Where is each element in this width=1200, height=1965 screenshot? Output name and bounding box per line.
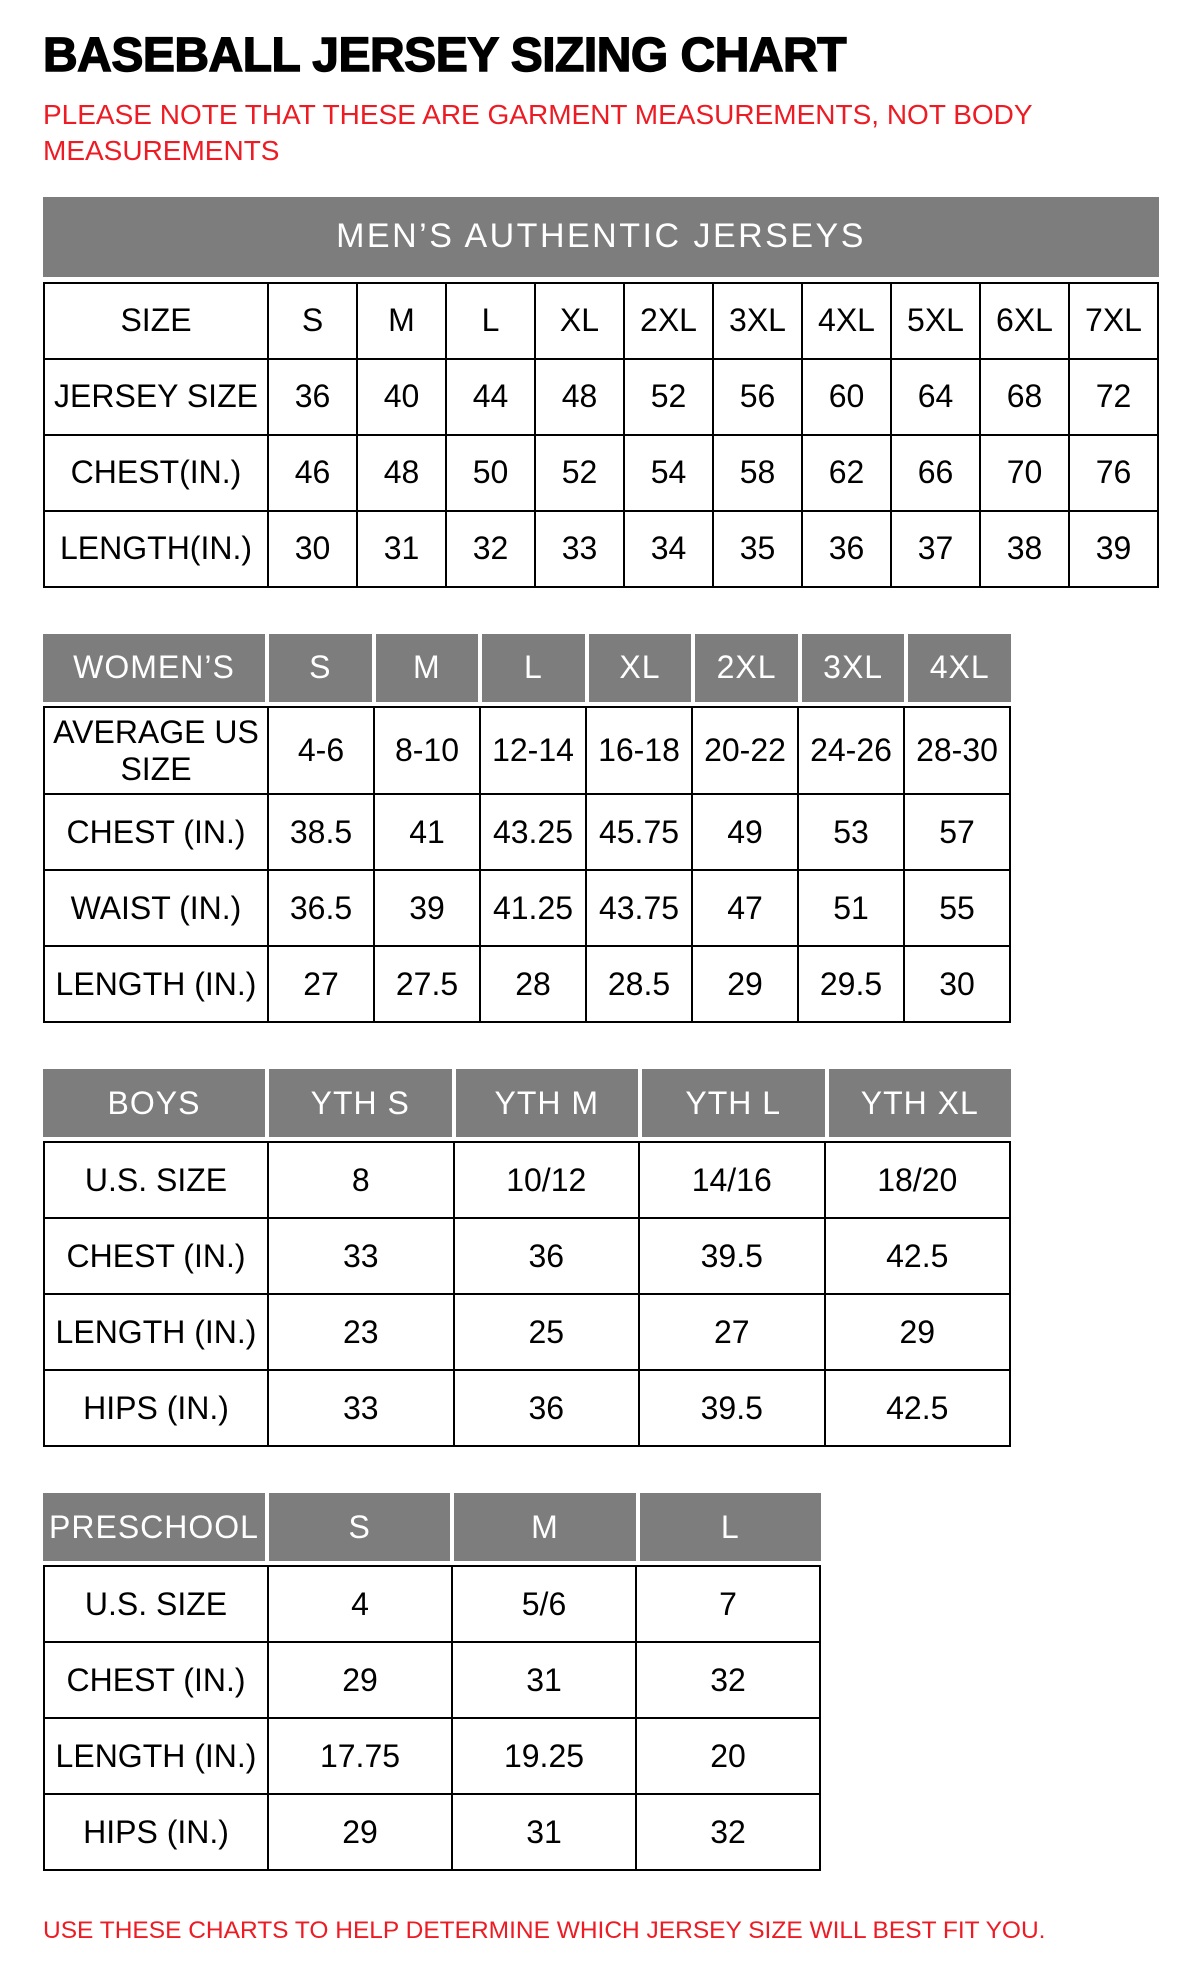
mens-cell-value: M xyxy=(358,284,445,358)
preschool-cell-value: 19.25 xyxy=(453,1719,635,1793)
boys-cell-value: 8 xyxy=(269,1143,453,1217)
preschool-cell-value: 31 xyxy=(453,1795,635,1869)
mens-cell-value: 46 xyxy=(269,436,356,510)
womens-cell-value: 4-6 xyxy=(269,708,373,794)
mens-cell-value: 31 xyxy=(358,512,445,586)
preschool-row-label: HIPS (IN.) xyxy=(45,1795,267,1869)
mens-cell-value: 44 xyxy=(447,360,534,434)
boys-cell-value: 33 xyxy=(269,1219,453,1293)
boys-header-col: YTH M xyxy=(456,1069,639,1137)
mens-row-label: CHEST(IN.) xyxy=(45,436,267,510)
preschool-cell-value: 32 xyxy=(637,1643,819,1717)
womens-cell-value: 43.25 xyxy=(481,795,585,869)
mens-cell-value: 56 xyxy=(714,360,801,434)
mens-cell-value: 48 xyxy=(536,360,623,434)
womens-cell-value: 43.75 xyxy=(587,871,691,945)
mens-cell-value: 52 xyxy=(536,436,623,510)
womens-cell-value: 28-30 xyxy=(905,708,1009,794)
womens-row-label: AVERAGE US SIZE xyxy=(45,708,267,794)
mens-cell-value: 40 xyxy=(358,360,445,434)
preschool-table-body xyxy=(43,1565,821,1871)
mens-cell-value: 48 xyxy=(358,436,445,510)
mens-cell-value: 35 xyxy=(714,512,801,586)
womens-header-label: WOMEN’S xyxy=(43,634,265,702)
boys-table-header xyxy=(43,1069,1011,1137)
mens-row-label: LENGTH(IN.) xyxy=(45,512,267,586)
mens-cell-value: 39 xyxy=(1070,512,1157,586)
womens-cell-value: 29 xyxy=(693,947,797,1021)
mens-cell-value: XL xyxy=(536,284,623,358)
preschool-sizing-table xyxy=(43,1493,821,1871)
boys-cell-value: 39.5 xyxy=(640,1371,824,1445)
preschool-cell-value: 29 xyxy=(269,1795,451,1869)
boys-cell-value: 33 xyxy=(269,1371,453,1445)
mens-cell-value: 62 xyxy=(803,436,890,510)
womens-header-col: S xyxy=(269,634,372,702)
boys-cell-value: 23 xyxy=(269,1295,453,1369)
preschool-header-col: S xyxy=(269,1493,450,1561)
mens-cell-value: 34 xyxy=(625,512,712,586)
preschool-cell-value: 4 xyxy=(269,1567,451,1641)
womens-cell-value: 41.25 xyxy=(481,871,585,945)
preschool-cell-value: 29 xyxy=(269,1643,451,1717)
mens-cell-value: 36 xyxy=(269,360,356,434)
preschool-cell-value: 20 xyxy=(637,1719,819,1793)
womens-cell-value: 47 xyxy=(693,871,797,945)
mens-cell-value: 36 xyxy=(803,512,890,586)
boys-cell-value: 36 xyxy=(455,1219,639,1293)
preschool-row-label: CHEST (IN.) xyxy=(45,1643,267,1717)
womens-sizing-table xyxy=(43,634,1011,1024)
mens-row-label: SIZE xyxy=(45,284,267,358)
mens-row-label: JERSEY SIZE xyxy=(45,360,267,434)
mens-cell-value: 68 xyxy=(981,360,1068,434)
mens-cell-value: 72 xyxy=(1070,360,1157,434)
boys-cell-value: 36 xyxy=(455,1371,639,1445)
boys-sizing-table xyxy=(43,1069,1011,1447)
preschool-cell-value: 17.75 xyxy=(269,1719,451,1793)
preschool-cell-value: 7 xyxy=(637,1567,819,1641)
womens-row-label: WAIST (IN.) xyxy=(45,871,267,945)
mens-cell-value: 76 xyxy=(1070,436,1157,510)
mens-cell-value: 52 xyxy=(625,360,712,434)
preschool-cell-value: 32 xyxy=(637,1795,819,1869)
womens-header-col: 2XL xyxy=(695,634,798,702)
boys-header-col: YTH S xyxy=(269,1069,452,1137)
mens-cell-value: 50 xyxy=(447,436,534,510)
boys-header-col: YTH XL xyxy=(829,1069,1012,1137)
mens-cell-value: 5XL xyxy=(892,284,979,358)
boys-cell-value: 27 xyxy=(640,1295,824,1369)
womens-header-col: M xyxy=(376,634,479,702)
preschool-cell-value: 5/6 xyxy=(453,1567,635,1641)
preschool-row-label: U.S. SIZE xyxy=(45,1567,267,1641)
boys-cell-value: 14/16 xyxy=(640,1143,824,1217)
mens-cell-value: 38 xyxy=(981,512,1068,586)
womens-cell-value: 8-10 xyxy=(375,708,479,794)
boys-cell-value: 25 xyxy=(455,1295,639,1369)
preschool-header-label: PRESCHOOL xyxy=(43,1493,265,1561)
preschool-header-col: M xyxy=(454,1493,635,1561)
womens-cell-value: 45.75 xyxy=(587,795,691,869)
mens-cell-value: 60 xyxy=(803,360,890,434)
womens-table-header xyxy=(43,634,1011,702)
garment-measurement-note xyxy=(43,97,1158,169)
womens-cell-value: 29.5 xyxy=(799,947,903,1021)
womens-table-body xyxy=(43,706,1011,1024)
boys-table-body xyxy=(43,1141,1011,1447)
note-line-1: PLEASE NOTE THAT THESE ARE GARMENT MEASUREMENTS, NOT BODY xyxy=(43,99,1033,131)
mens-cell-value: 37 xyxy=(892,512,979,586)
womens-cell-value: 38.5 xyxy=(269,795,373,869)
mens-cell-value: 64 xyxy=(892,360,979,434)
boys-cell-value: 42.5 xyxy=(826,1219,1010,1293)
boys-header-col: YTH L xyxy=(642,1069,825,1137)
mens-cell-value: 58 xyxy=(714,436,801,510)
mens-cell-value: 32 xyxy=(447,512,534,586)
boys-row-label: CHEST (IN.) xyxy=(45,1219,267,1293)
womens-row-label: CHEST (IN.) xyxy=(45,795,267,869)
womens-cell-value: 39 xyxy=(375,871,479,945)
mens-cell-value: 70 xyxy=(981,436,1068,510)
boys-header-label: BOYS xyxy=(43,1069,265,1137)
womens-header-col: L xyxy=(482,634,585,702)
preschool-header-col: L xyxy=(640,1493,821,1561)
womens-header-col: 3XL xyxy=(802,634,905,702)
womens-cell-value: 28.5 xyxy=(587,947,691,1021)
womens-cell-value: 55 xyxy=(905,871,1009,945)
womens-header-col: 4XL xyxy=(908,634,1011,702)
womens-cell-value: 12-14 xyxy=(481,708,585,794)
boys-cell-value: 29 xyxy=(826,1295,1010,1369)
womens-cell-value: 49 xyxy=(693,795,797,869)
mens-cell-value: L xyxy=(447,284,534,358)
note-line-2: MEASUREMENTS xyxy=(43,135,280,167)
boys-cell-value: 10/12 xyxy=(455,1143,639,1217)
mens-sizing-table xyxy=(43,197,1159,588)
preschool-cell-value: 31 xyxy=(453,1643,635,1717)
mens-cell-value: 54 xyxy=(625,436,712,510)
boys-row-label: LENGTH (IN.) xyxy=(45,1295,267,1369)
mens-cell-value: 6XL xyxy=(981,284,1068,358)
page-title: BASEBALL JERSEY SIZING CHART xyxy=(43,29,847,82)
preschool-table-header xyxy=(43,1493,821,1561)
preschool-row-label: LENGTH (IN.) xyxy=(45,1719,267,1793)
boys-cell-value: 42.5 xyxy=(826,1371,1010,1445)
womens-header-col: XL xyxy=(589,634,692,702)
womens-row-label: LENGTH (IN.) xyxy=(45,947,267,1021)
mens-table-body xyxy=(43,282,1159,588)
footer-note: USE THESE CHARTS TO HELP DETERMINE WHICH JERSEY SIZE WILL BEST FIT YOU. xyxy=(43,1917,1046,1945)
mens-table-banner: MEN’S AUTHENTIC JERSEYS xyxy=(43,197,1159,277)
mens-cell-value: 30 xyxy=(269,512,356,586)
womens-cell-value: 57 xyxy=(905,795,1009,869)
mens-cell-value: 33 xyxy=(536,512,623,586)
womens-cell-value: 27 xyxy=(269,947,373,1021)
womens-cell-value: 41 xyxy=(375,795,479,869)
boys-row-label: HIPS (IN.) xyxy=(45,1371,267,1445)
mens-cell-value: 3XL xyxy=(714,284,801,358)
womens-cell-value: 51 xyxy=(799,871,903,945)
mens-cell-value: 66 xyxy=(892,436,979,510)
womens-cell-value: 16-18 xyxy=(587,708,691,794)
boys-row-label: U.S. SIZE xyxy=(45,1143,267,1217)
mens-cell-value: 4XL xyxy=(803,284,890,358)
boys-cell-value: 18/20 xyxy=(826,1143,1010,1217)
boys-cell-value: 39.5 xyxy=(640,1219,824,1293)
womens-cell-value: 30 xyxy=(905,947,1009,1021)
mens-cell-value: 7XL xyxy=(1070,284,1157,358)
womens-cell-value: 28 xyxy=(481,947,585,1021)
womens-cell-value: 24-26 xyxy=(799,708,903,794)
womens-cell-value: 53 xyxy=(799,795,903,869)
womens-cell-value: 27.5 xyxy=(375,947,479,1021)
womens-cell-value: 20-22 xyxy=(693,708,797,794)
womens-cell-value: 36.5 xyxy=(269,871,373,945)
mens-cell-value: 2XL xyxy=(625,284,712,358)
mens-cell-value: S xyxy=(269,284,356,358)
